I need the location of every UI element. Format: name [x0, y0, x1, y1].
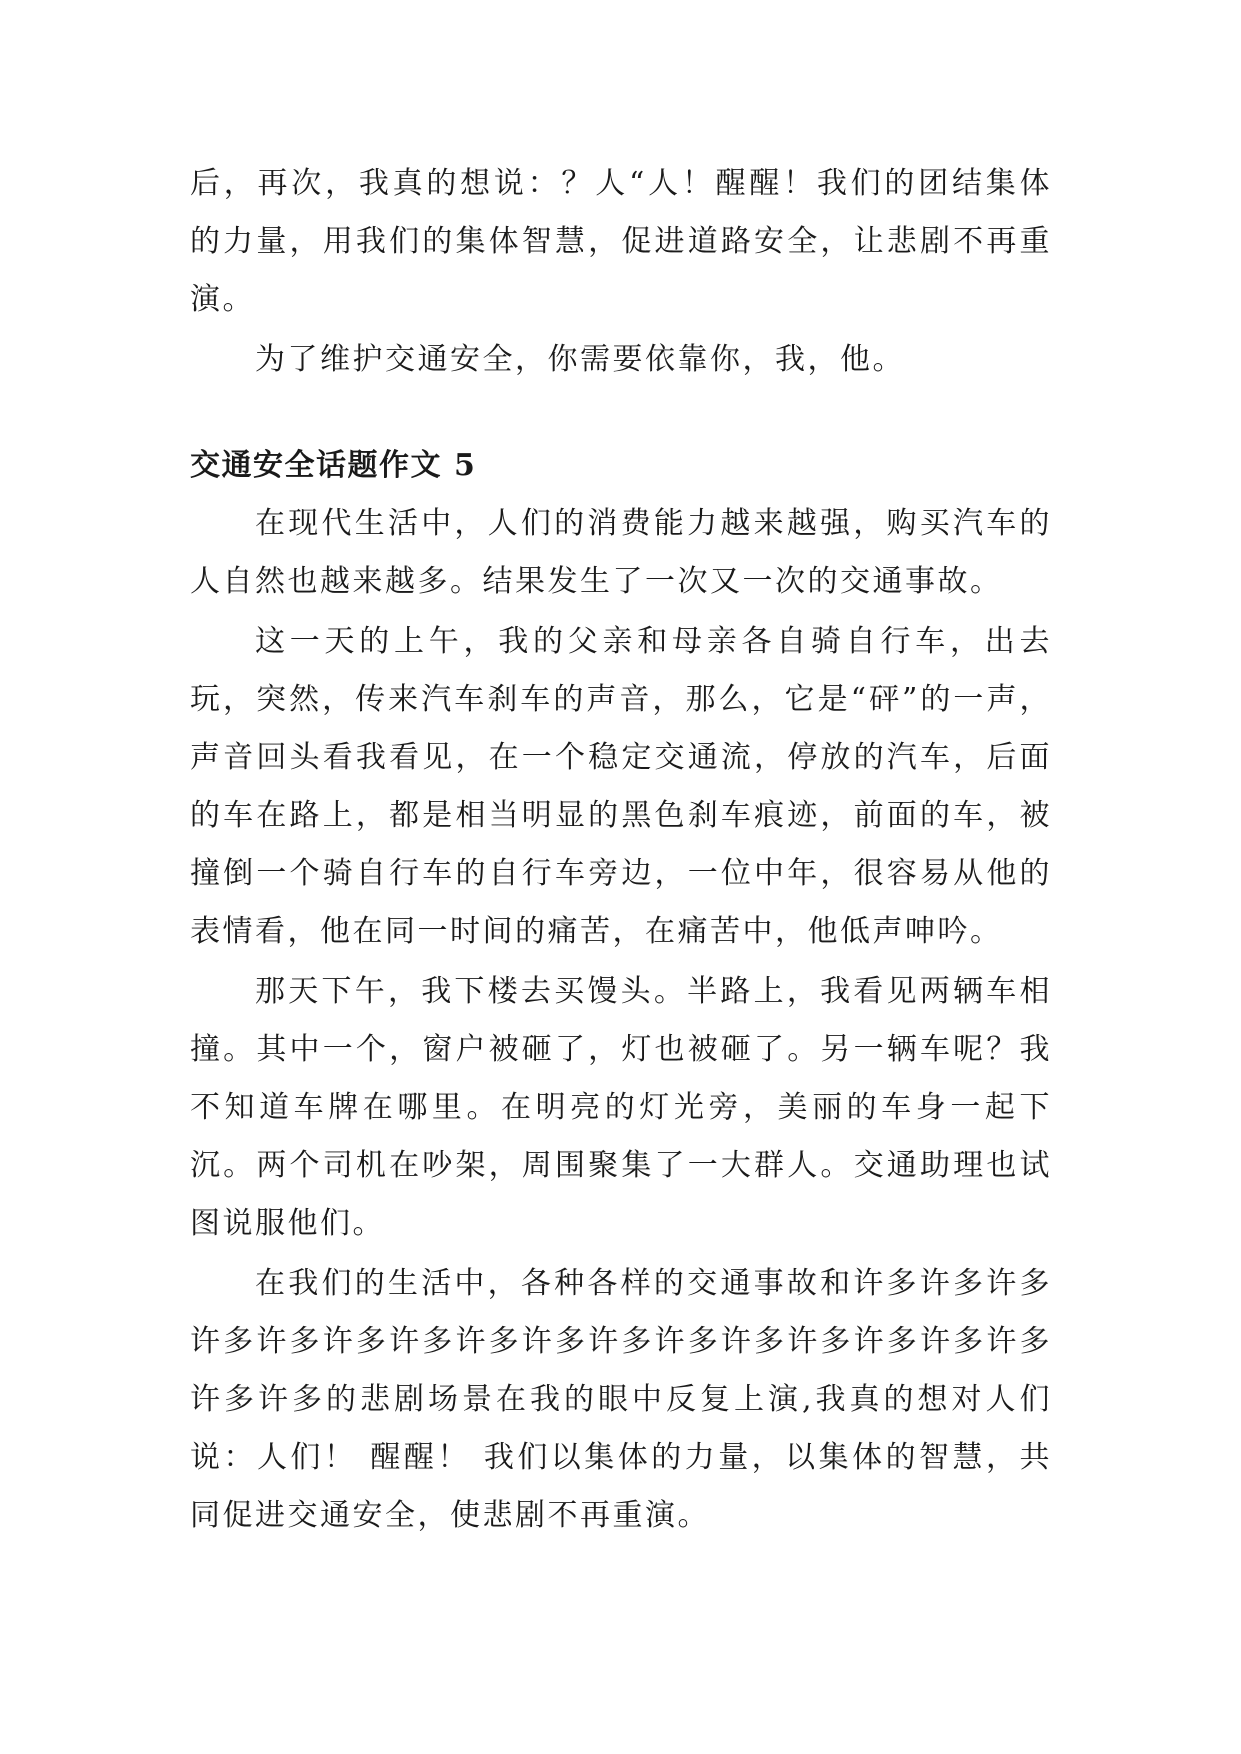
- section-title: 交通安全话题作文 5: [190, 448, 477, 483]
- paragraph: 在现代生活中，人们的消费能力越来越强，购买汽车的人自然也越来越多。结果发生了一次又一次的交通事故。: [190, 506, 1052, 599]
- paragraph: 这一天的上午，我的父亲和母亲各自骑自行车，出去玩，突然，传来汽车刹车的声音，那么，它是“砰”的一声，声音回头看我看见，在一个稳定交通流，停放的汽车，后面的车在路上，都是相当明显的黑色刹车痕迹，前面的车，被撞倒一个骑自行车的自行车旁边，一位中年，很容易从他的表情看，他在同一时间的痛苦，在痛苦中，他低声呻吟。: [190, 624, 1052, 949]
- section-gap: [190, 389, 1052, 437]
- document-page: [190, 155, 1052, 1545]
- paragraph-continued: 后，再次，我真的想说：？人“人！醒醒！我们的团结集体的力量，用我们的集体智慧，促进道路安全，让悲剧不再重演。: [190, 166, 1052, 317]
- paragraph-closing: 为了维护交通安全，你需要依靠你，我，他。: [255, 342, 905, 377]
- paragraph: 在我们的生活中，各种各样的交通事故和许多许多许多许多许多许多许多许多许多许多许多许多许多许多许多许多许多许多的悲剧场景在我的眼中反复上演,我真的想对人们说：人们！ 醒醒！ 我们以集体的力量，以集体的智慧，共同促进交通安全，使悲剧不再重演。: [190, 1266, 1052, 1533]
- paragraph: 那天下午，我下楼去买馒头。半路上，我看见两辆车相撞。其中一个，窗户被砸了，灯也被砸了。另一辆车呢？我不知道车牌在哪里。在明亮的灯光旁，美丽的车身一起下沉。两个司机在吵架，周围聚集了一大群人。交通助理也试图说服他们。: [190, 974, 1052, 1241]
